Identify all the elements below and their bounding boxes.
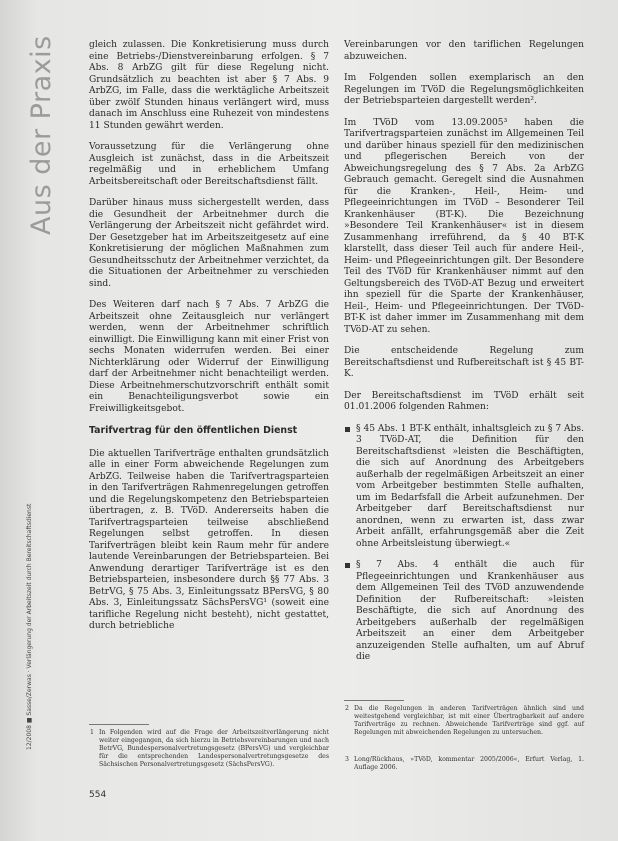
bullet-item-2: § 7 Abs. 4 enthält die auch für Pflegeeinrichtungen und Krankenhäuser aus dem Allgemeinen Teil des TVöD anzuwendende Definition der Rufbereitschaft: »leisten Beschäftigte, die sich auf Anordnung des Arbeitgebers außerhalb der regelmäßigen Arbeitszeit an einer dem Arbeitgeber anzuzeigenden Stelle aufhalten, um auf Abruf die bbox=[344, 560, 584, 664]
right-paragraph-3: Im TVöD vom 13.09.2005³ haben die Tarifvertragsparteien zunächst im Allgemeinen Teil und darüber hinaus speziell für den medizinischen und pflegerischen Bereich von der Abweichungsregelung des § 7 Abs. 2a ArbZG Gebrauch gemacht. Geregelt sind die Ausnahmen für die Kranken-, Heil-, Heim- und Pflegeeinrichtungen im TVöD – Besonderer Teil Krankenhäuser (BT-K). Die Bezeichnung »Besondere Teil Krankenhäuser« ist in diesem Zusammenhang irreführend, da § 40 BT-K klarstellt, dass dieser Teil auch für andere Heil-, Heim- und Pflegeeinrichtungen gilt. Der Besondere Teil des TVöD für Krankenhäuser nimmt auf den Geltungsbereich des TVöD-AT Bezug und erweitert ihn speziell für die Sparte der Krankenhäuser, Heil-, Heim- und Pflegeeinrichtungen. Der TVöD-BT-K ist daher immer im Zusammenhang mit dem TVöD-AT zu sehen. bbox=[344, 117, 584, 335]
bullet-item-1: § 45 Abs. 1 BT-K enthält, inhaltsgleich zu § 7 Abs. 3 TVöD-AT, die Definition für den Bereitschaftsdienst »leisten die Beschäftigten, die sich auf Anordnung des Arbeitgebers außerhalb der regelmäßigen Arbeitszeit an einer vom Arbeitgeber bestimmten Stelle aufhalten, um im Bedarfsfall die Arbeit aufzunehmen. Der Arbeitgeber darf Bereitschaftsdienst nur anordnen, wenn zu erwarten ist, dass zwar Arbeit anfällt, erfahrungsgemäß aber die Zeit ohne Arbeitsleistung überwiegt.« bbox=[344, 424, 584, 551]
right-column bbox=[344, 40, 584, 674]
left-paragraph-1: gleich zulassen. Die Konkretisierung muss durch eine Betriebs-/Dienstvereinbarung erfolgen. § 7 Abs. 8 ArbZG gilt für diese Regelung nicht. Grundsätzlich zu beachten ist aber § 7 Abs. 9 ArbZG, im Falle, dass die werktägliche Arbeitszeit über zwölf Stunden hinaus verlängert wird, muss danach im Anschluss eine Ruhezeit von mindestens 11 Stunden gewährt werden. bbox=[89, 40, 329, 131]
section-side-title: Aus der Praxis bbox=[26, 35, 57, 235]
footnote-2: 2 Da die Regelungen in anderen Tarifverträgen ähnlich sind und weitestgehend vergleichbar, ist mit einer Übertragbarkeit auf andere Tarifverträge zu rechnen. Abweichende Tarifverträge sind ggf. auf Regelungen mit abweichenden Regelungen zu untersuchen. bbox=[345, 705, 584, 736]
footnote-divider-left bbox=[89, 724, 149, 725]
section-heading: Tarifvertrag für den öffentlichen Dienst bbox=[89, 425, 298, 436]
right-paragraph-2: Im Folgenden sollen exemplarisch an den Regelungen im TVöD die Regelungsmöglichkeiten der Betriebsparteien dargestellt werden². bbox=[344, 73, 584, 106]
right-paragraph-1: Vereinbarungen vor den tariflichen Regelungen abzuweichen. bbox=[344, 40, 584, 62]
left-paragraph-5: Die aktuellen Tarifverträge enthalten grundsätzlich alle in einer Form abweichende Regelungen zum ArbZG. Teilweise haben die Tarifvertragsparteien in den Tarifverträgen Rahmenregelungen getroffen und die Regelungskompetenz den Betriebsparteien übertragen, z. B. TVöD. Andererseits haben die Tarifvertragsparteien teilweise abschließend Regelungen selbst getroffen. In diesen Tarifverträgen bleibt kein Raum mehr für andere lautende Vereinbarungen der Betriebsparteien. Bei Anwendung derartiger Tarifverträge ist es den Betriebsparteien, insbesondere durch §§ 77 Abs. 3 BetrVG, § 75 Abs. 3, Einleitungssatz BPersVG, § 80 Abs. 3, Einleitungssatz SächsPersVG¹ (soweit eine tarifliche Regelung nicht besteht), nicht gestattet, durch betriebliche bbox=[89, 448, 329, 631]
side-running-reference: 12/2008 ■ Sasse/Zerwas · Verlängerung der Arbeitszeit durch Bereitschaftsdienst bbox=[26, 503, 33, 750]
right-paragraph-5: Der Bereitschaftsdienst im TVöD erhält seit 01.01.2006 folgenden Rahmen: bbox=[344, 390, 584, 412]
page-number: 554 bbox=[89, 790, 107, 800]
left-paragraph-2: Voraussetzung für die Verlängerung ohne Ausgleich ist zunächst, dass in die Arbeitszeit regelmäßig und in erheblichem Umfang Arbeitsbereitschaft oder Bereitschaftsdienst fällt. bbox=[89, 142, 329, 187]
left-paragraph-4: Des Weiteren darf nach § 7 Abs. 7 ArbZG die Arbeitszeit ohne Zeitausgleich nur verlängert werden, wenn der Arbeitnehmer schriftlich einwilligt. Die Einwilligung kann mit einer Frist von sechs Monaten widerrufen werden. Bei einer Nichterklärung oder Widerruf der Einwilligung darf der Arbeitnehmer nicht benachteiligt werden. Diese Arbeitnehmerschutzvorschrift enthält somit ein Benachteiligungsverbot sowie ein Freiwilligkeitsgebot. bbox=[89, 300, 329, 414]
left-paragraph-3: Darüber hinaus muss sichergestellt werden, dass die Gesundheit der Arbeitnehmer durch die Verlängerung der Arbeitszeit nicht gefährdet wird. Der Gesetzgeber hat im Arbeitszeitgesetz auf eine Konkretisierung der möglichen Maßnahmen zum Gesundheitsschutz der Arbeitnehmer verzichtet, da die Situationen der Arbeitnehmer zu verschieden sind. bbox=[89, 198, 329, 289]
right-paragraph-4: Die entscheidende Regelung zum Bereitschaftsdienst und Rufbereitschaft ist § 45 BT-K. bbox=[344, 346, 584, 379]
left-column bbox=[89, 40, 329, 643]
footnote-1: 1 In Folgenden wird auf die Frage der Arbeitszeitverlängerung nicht weiter eingegangen, da sich hierzu in Betriebsvereinbarungen und nach BetrVG, Bundespersonalvertretungsgesetz (BPersVG) und vergleichbar für die entsprechenden Landespersonalvertretungsgesetze des Sächsischen Personalvertretungsgesetz (SächsPersVG). bbox=[90, 729, 329, 768]
bullet-list bbox=[344, 424, 584, 664]
footnote-3: 3 Long/Rückhaus, »TVöD, kommentar 2005/2006«, Erfurt Verlag, 1. Auflage 2006. bbox=[345, 756, 584, 771]
footnote-divider-right bbox=[344, 700, 404, 701]
